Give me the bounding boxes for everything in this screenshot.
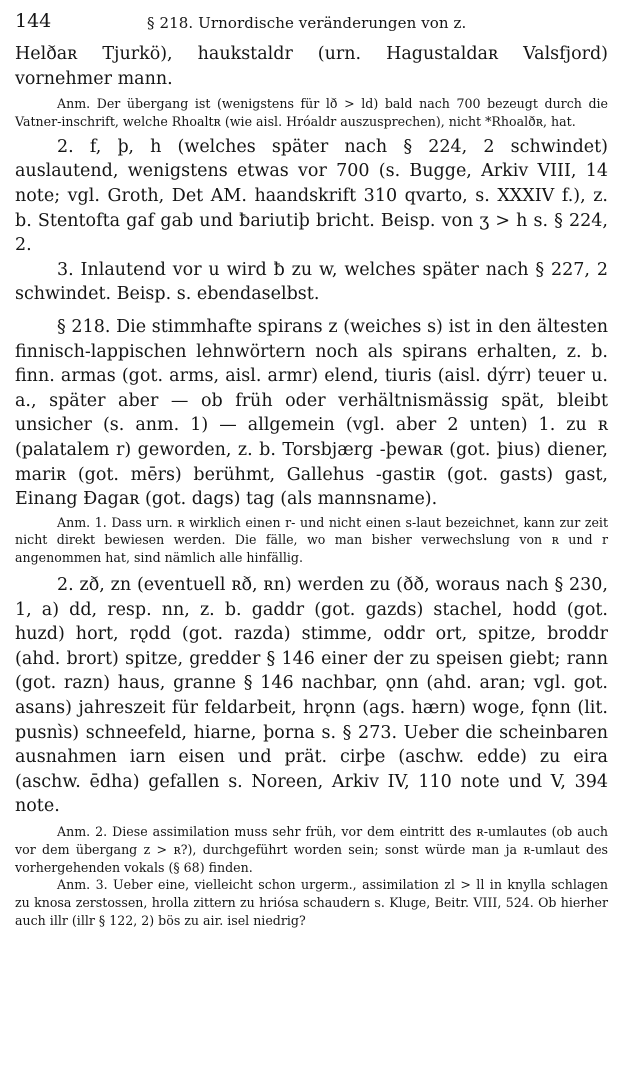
note-anm-1: Anm. 1. Dass urn. ʀ wirklich einen r- und nicht einen s-laut bezeichnet, kann zur zeit nicht direkt bewiesen werden. Die fälle, wo man bisher verwechslung von ʀ und r angenommen hat, sind nämlich alle hinfällig. (15, 514, 608, 566)
page-header (15, 8, 608, 42)
paragraph-3-inlautend: 3. Inlautend vor u wird ƀ zu w, welches später nach § 227, 2 schwindet. Beisp. s. ebendaselbst. (15, 259, 608, 305)
section-218-paragraph: § 218. Die stimmhafte spirans z (weiches s) ist in den ältesten finnisch-lappischen lehnwörtern noch als spirans erhalten, z. b. finn. armas (got. arms, aisl. armr) elend, tiuris (aisl. dýrr) teuer u. a., später aber — ob früh oder verhältnismässig spät, bleibt unsicher (s. anm. 1) — allgemein (vgl. aber 2 unten) 1. zu ʀ (palatalem r) geworden, z. b. Torsbjærg -þewaʀ (got. þius) diener, mariʀ (got. mērs) berühmt, Gallehus -gastiʀ (got. gasts) gast, Einang Ðagaʀ (got. dags) tag (als mannsname). (15, 316, 608, 510)
paragraph-2-f-th-h: 2. f, þ, h (welches später nach § 224, 2 schwindet) auslautend, wenigstens etwas vor 700 (s. Bugge, Arkiv VIII, 14 note; vgl. Groth, Det AM. haandskrift 310 qvarto, s. XXXIV f.), z. b. Stentofta gaf gab und ƀariutiþ bricht. Beisp. von ʒ > h s. § 224, 2. (15, 136, 608, 256)
note-anm-2: Anm. 2. Diese assimilation muss sehr früh, vor dem eintritt des ʀ-umlautes (ob auch vor dem übergang z > ʀ?), durchgeführt worden sein; sonst würde man ja ʀ-umlaut des vorhergehenden vokals (§ 68) finden. (15, 824, 608, 875)
paragraph-continuation: Helðaʀ Tjurkö), haukstaldr (urn. Hagustaldaʀ Valsfjord) vornehmer mann. (15, 44, 608, 89)
paragraph-2-assimilation: 2. zð, zn (eventuell ʀð, ʀn) werden zu (ðð, woraus nach § 230, 1, a) dd, resp. nn, z. b. gaddr (got. gazds) stachel, hodd (got. huzd) hort, rǫdd (got. razda) stimme, oddr ort, spitze, broddr (ahd. brort) spitze, gredder § 146 einer der zu speisen giebt; rann (got. razn) haus, granne § 146 nachbar, ǫnn (ahd. aran; vgl. got. asans) jahreszeit für feldarbeit, hrǫnn (ags. hærn) woge, fǫnn (lit. pusnìs) schneefeld, hiarne, þorna s. § 273. Ueber die scheinbaren ausnahmen iarn eisen und prät. cirþe (aschw. edde) zu eira (aschw. ēdha) gefallen s. Noreen, Arkiv IV, 110 note und V, 394 note. (15, 575, 608, 817)
note-anm: Anm. Der übergang ist (wenigstens für lð > ld) bald nach 700 bezeugt durch die Vatner-inschrift, welche Rhoaltʀ (wie aisl. Hróaldr auszusprechen), nicht *Rhoalðʀ, hat. (15, 96, 608, 129)
running-head: § 218. Urnordische veränderungen von z. (147, 14, 467, 32)
note-anm-3: Anm. 3. Ueber eine, vielleicht schon urgerm., assimilation zl > ll in knylla schlagen zu knosa zerstossen, hrolla zittern zu hriósa schaudern s. Kluge, Beitr. VIII, 524. Ob hierher auch illr (illr § 122, 2) bös zu air. isel niedrig? (15, 877, 608, 928)
page-number: 144 (15, 10, 52, 32)
